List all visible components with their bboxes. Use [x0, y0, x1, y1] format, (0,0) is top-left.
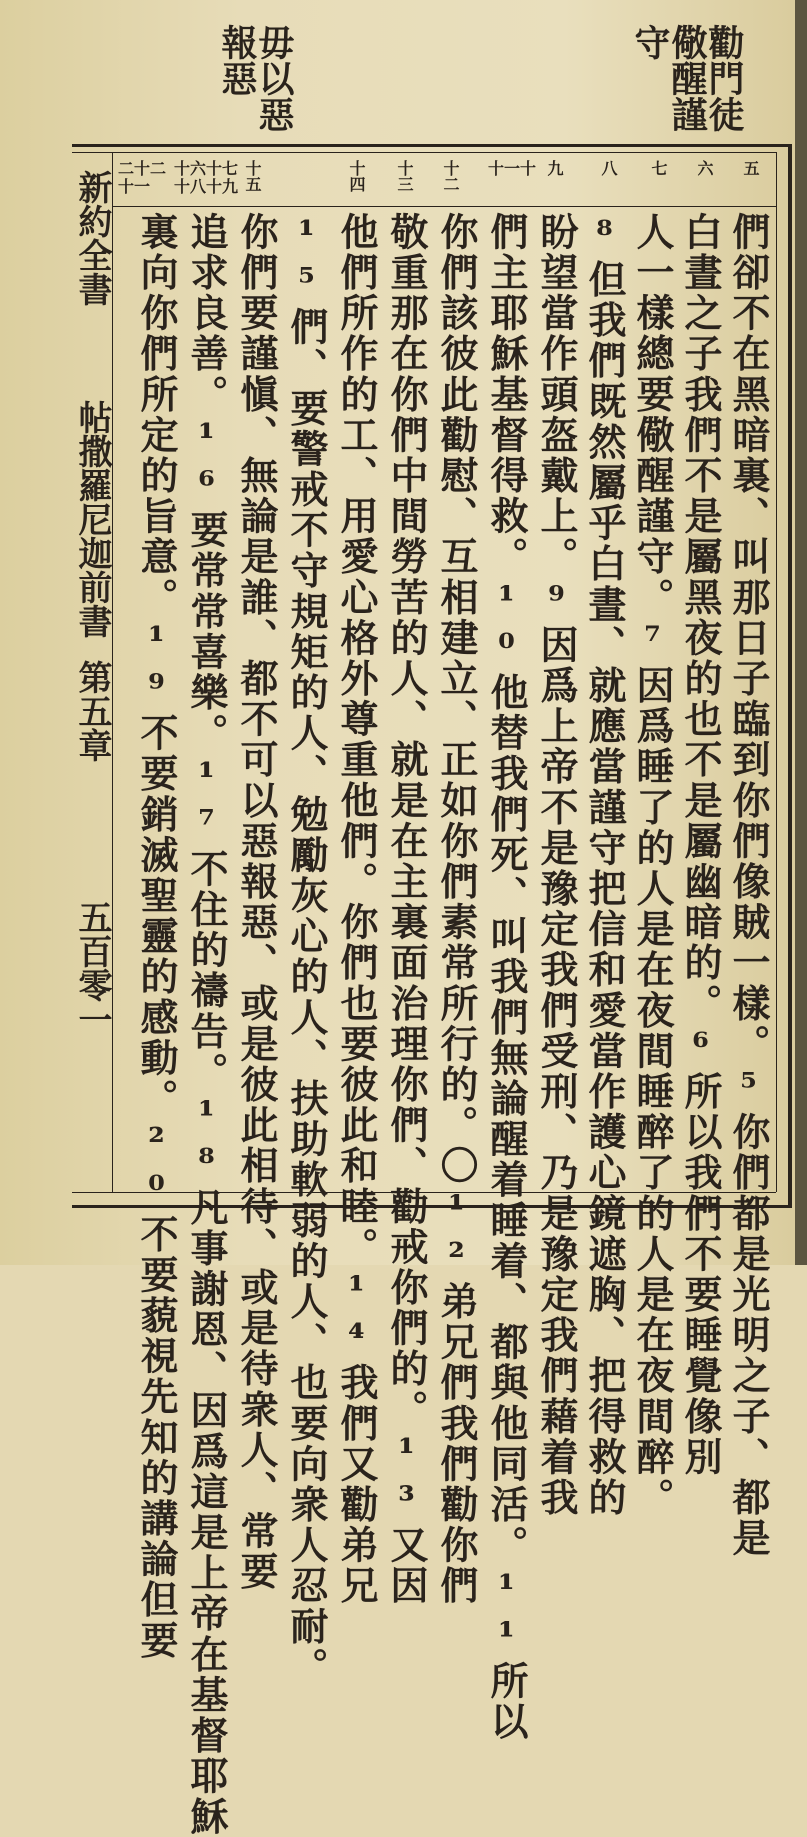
- text-column: 追求良善。¹⁶要常常喜樂。¹⁷不住的禱告。¹⁸凡事謝恩、因爲這是上帝在基督耶穌: [184, 212, 229, 1837]
- text-column: ¹⁵們、要警戒不守規矩的人、勉勵灰心的人、扶助軟弱的人、也要向衆人忍耐。: [284, 212, 329, 1688]
- running-epistle-title: 帖撒羅尼迦前書: [72, 400, 112, 638]
- text-column: 們卻不在黑暗裏、叫那日子臨到你們像賊一樣。⁵你們都是光明之子、都是: [726, 212, 771, 1559]
- text-column: 他們所作的工、用愛心格外尊重他們。你們也要彼此和睦。¹⁴我們又勸弟兄: [334, 212, 379, 1607]
- text-column: 敬重那在你們中間勞苦的人、就是在主裏面治理你們、勸戒你們的。¹³又因: [384, 212, 429, 1607]
- running-book-title: 新約全書: [72, 170, 112, 306]
- text-column: 你們該彼此勸慰、互相建立、正如你們素常所行的。〇¹²弟兄們我們勸你們: [434, 212, 479, 1607]
- text-column: 白晝之子我們不是屬黑夜的也不是屬幽暗的。⁶所以我們不要睡覺像別: [678, 212, 723, 1478]
- verse-number: 八: [599, 160, 618, 176]
- text-column: ⁸但我們既然屬乎白晝、就應當謹守把信和愛當作護心鏡遮胸、把得救的: [582, 212, 627, 1519]
- running-chapter: 第五章: [72, 660, 112, 762]
- verse-number: 二十二十一: [118, 159, 167, 196]
- head-note-right-line-3: 守: [629, 24, 671, 60]
- verse-number: 十四: [347, 160, 366, 192]
- verse-number: 五: [741, 160, 760, 176]
- verse-number: 七: [649, 160, 668, 176]
- verse-number: 十三: [395, 160, 414, 192]
- verse-number: 六: [695, 160, 714, 176]
- frame-rule-left: [112, 152, 113, 1192]
- text-column: 你們要謹愼、無論是誰、都不可以惡報惡、或是彼此相待、或是待衆人、常要: [234, 212, 279, 1593]
- verse-number: 十六十七十八十九: [174, 159, 239, 196]
- verse-number: 十一十: [488, 159, 537, 178]
- text-column: 裏向你們所定的旨意。¹⁹不要銷滅聖靈的感動。²⁰不要藐視先知的講論但要: [134, 212, 179, 1661]
- head-note-right-line-1: 勸門徒: [703, 24, 745, 132]
- verse-number: 十二: [441, 160, 460, 192]
- text-column: 人一樣總要儆醒謹守。⁷因爲睡了的人是在夜間睡醉了的人是在夜間醉。: [630, 212, 675, 1519]
- text-column: 們主耶穌基督得救。¹⁰他替我們死、叫我們無論醒着睡着、都與他同活。¹¹所以: [484, 212, 529, 1743]
- page-number: 五百零一: [72, 900, 112, 1036]
- frame-rule-right: [776, 152, 777, 1192]
- verse-number: 十五: [243, 160, 262, 192]
- text-column: 盼望當作頭盔戴上。⁹因爲上帝不是豫定我們受刑、乃是豫定我們藉着我: [534, 212, 579, 1519]
- binding-edge: [795, 0, 807, 1265]
- verse-number-band-rule: [112, 206, 776, 207]
- head-note-right-line-2: 儆醒謹: [666, 24, 708, 132]
- verse-number: 九: [545, 160, 564, 176]
- frame-rule-top: [72, 152, 776, 153]
- head-note-left-line-1: 毋以惡: [253, 24, 295, 132]
- head-note-left-line-2: 報惡: [216, 24, 258, 96]
